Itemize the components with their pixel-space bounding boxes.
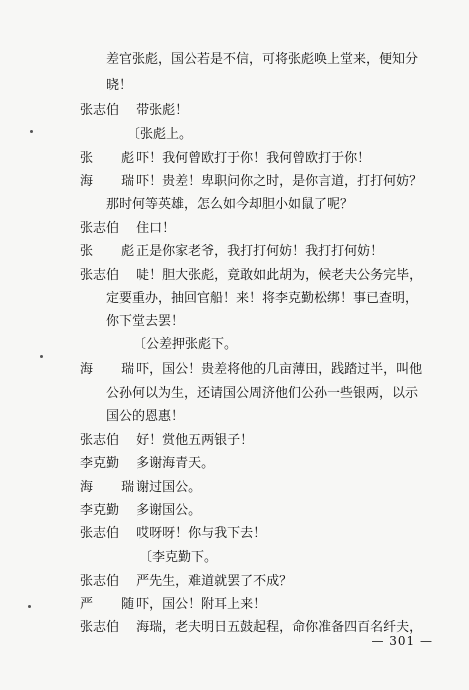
speaker-name: 严 随 (80, 597, 147, 612)
dialogue-text: 吓！贵差！卑职问你之时，是你言道，打打何妨？ (136, 174, 423, 189)
dialogue-text: 吓，国公！附耳上来！ (136, 597, 267, 612)
dialogue-text: 谢过国公。 (136, 480, 202, 495)
dialogue-continuation: 定要重办，抽回官船！来！将李克勤松绑！事已查明， (106, 291, 419, 306)
dialogue-text: 好！赏他五两银子！ (136, 433, 254, 448)
speaker-name: 李克勤 (80, 456, 120, 471)
speaker-name: 张 彪 (80, 244, 147, 259)
dialogue-continuation: 你下堂去罢！ (106, 314, 185, 329)
dialogue-line (80, 480, 201, 496)
dialogue-line (80, 574, 292, 590)
dialogue-continuation: 晓！ (106, 78, 133, 93)
stage-direction: 〔张彪上。 (127, 127, 193, 142)
scan-speck (30, 130, 33, 133)
dialogue-text: 吓，国公！贵差将他的几亩薄田，践踏过半，叫他 (136, 362, 423, 377)
dialogue-text: 多谢海青天。 (136, 456, 215, 471)
speaker-name: 海 瑞 (80, 362, 147, 377)
speaker-name: 张志伯 (80, 268, 120, 283)
dialogue-continuation: 差官张彪，国公若是不信，可将张彪唤上堂来，便知分 (106, 52, 419, 67)
speaker-name: 李克勤 (80, 503, 120, 518)
dialogue-continuation: 那时何等英雄，怎么如今却胆小如鼠了呢？ (106, 197, 354, 212)
dialogue-line (80, 456, 214, 472)
speaker-name: 张志伯 (80, 574, 120, 589)
dialogue-text: 唗！胆大张彪，竟敢如此胡为，候老夫公务完毕， (136, 268, 423, 283)
dialogue-text: 正是你家老爷，我打打何妨！我打打何妨！ (136, 244, 384, 259)
dialogue-line (80, 526, 266, 542)
dialogue-continuation: 国公的恩惠！ (106, 409, 185, 424)
dialogue-line (80, 244, 383, 260)
dialogue-text: 带张彪！ (136, 103, 189, 118)
speaker-name: 张志伯 (80, 526, 120, 541)
dialogue-text: 哎呀呀！你与我下去！ (136, 526, 267, 541)
dialogue-line (80, 503, 201, 519)
speaker-name: 海 瑞 (80, 174, 147, 189)
dialogue-line (80, 103, 188, 119)
dialogue-text: 吓！我何曾欧打于你！我何曾欧打于你！ (136, 151, 371, 166)
dialogue-line (80, 268, 422, 284)
stage-direction: 〔李克勤下。 (139, 550, 218, 565)
scan-speck (28, 605, 31, 608)
speaker-name: 张志伯 (80, 221, 120, 236)
stage-direction: 〔公差押张彪下。 (133, 337, 238, 352)
speaker-name: 张志伯 (80, 103, 120, 118)
speaker-name: 张志伯 (80, 433, 120, 448)
speaker-name: 海 瑞 (80, 480, 147, 495)
dialogue-text: 多谢国公。 (136, 503, 202, 518)
scan-speck (40, 355, 43, 358)
dialogue-text: 严先生，难道就罢了不成？ (136, 574, 293, 589)
page-number: — 301 — (371, 634, 433, 648)
speaker-name: 张志伯 (80, 620, 120, 635)
speaker-name: 张 彪 (80, 151, 147, 166)
dialogue-continuation: 公孙何以为生，还请国公周济他们公孙一些银两，以示 (106, 386, 419, 401)
dialogue-line (80, 433, 253, 449)
dialogue-text: 海瑞，老夫明日五鼓起程，命你准备四百名纤夫， (136, 620, 423, 635)
dialogue-line (80, 151, 370, 167)
dialogue-text: 住口！ (136, 221, 176, 236)
dialogue-line (80, 174, 422, 190)
dialogue-line (80, 362, 422, 378)
dialogue-line (80, 221, 175, 237)
dialogue-line (80, 597, 266, 613)
